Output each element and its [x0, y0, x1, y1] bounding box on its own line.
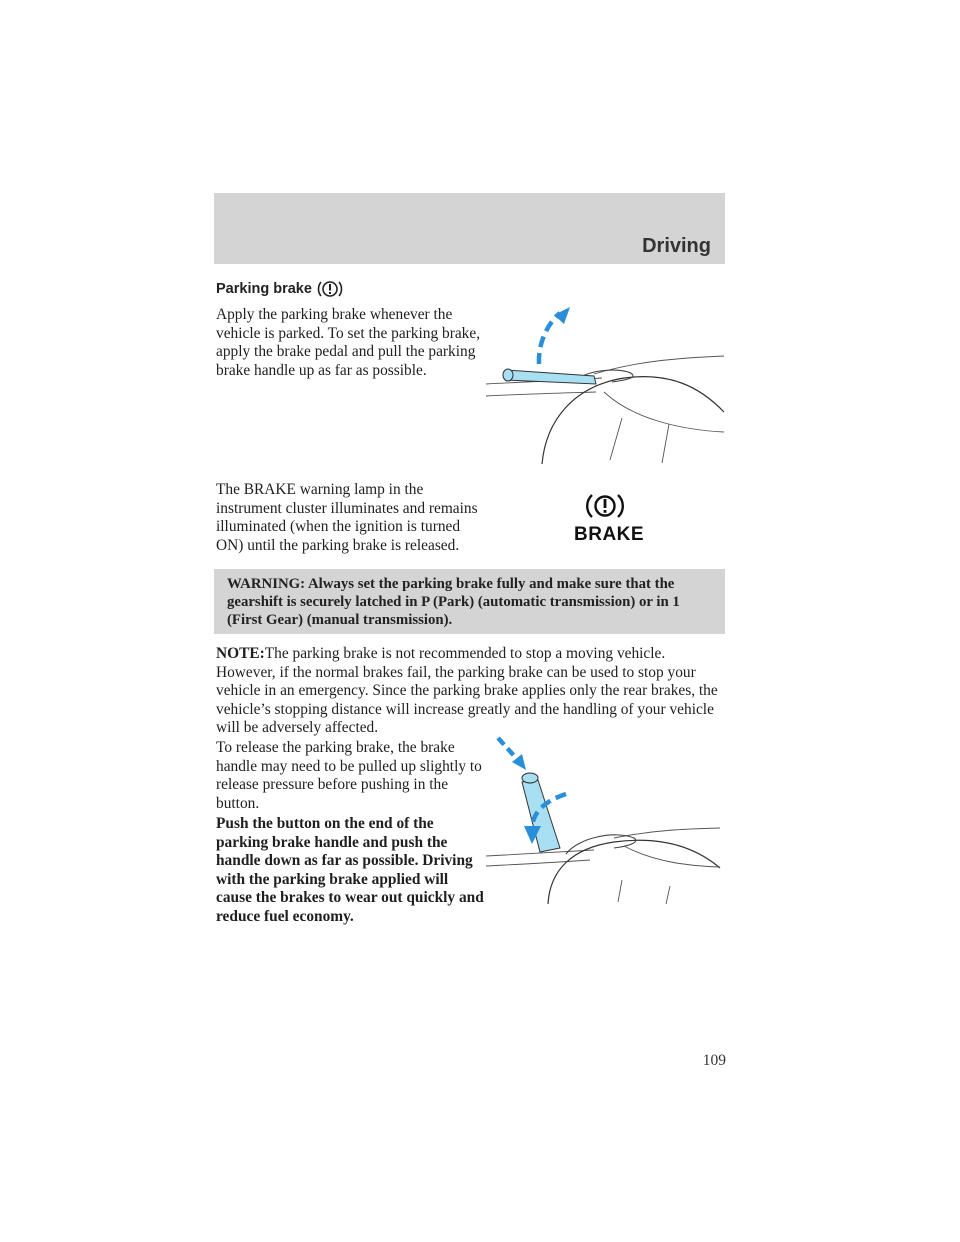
- lamp-paragraph: The BRAKE warning lamp in the instrument cluster illuminates and remains illuminated (when the ignition is turned ON) until the parking brake is released.: [216, 481, 478, 554]
- release-brake-illustration: [484, 730, 730, 908]
- note-paragraph: [216, 645, 728, 738]
- set-brake-illustration: [484, 300, 730, 472]
- brake-lamp-label: BRAKE: [574, 524, 645, 545]
- brake-warning-lamp: [574, 491, 645, 546]
- apply-paragraph: Apply the parking brake whenever the vehicle is parked. To set the parking brake, apply the brake pedal and pull the parking brake handle up as far as possible.: [216, 306, 481, 379]
- release-paragraph: To release the parking brake, the brake handle may need to be pulled up slightly to release pressure before pushing in the button.: [216, 739, 482, 812]
- page-number: 109: [702, 1052, 726, 1069]
- warning-text: WARNING: Always set the parking brake fully and make sure that the gearshift is securely latched in P (Park) (automatic transmission) or in 1 (First Gear) (manual transmission).: [227, 576, 680, 628]
- note-text: The parking brake is not recommended to stop a moving vehicle. However, if the normal brakes fail, the parking brake can be used to stop your vehicle in an emergency. Since the parking brake applies only the rear brakes, the vehicle’s stopping distance will increase greatly and the handling of your vehicle will be adversely affected.: [216, 645, 718, 737]
- brake-warning-icon: [316, 278, 344, 300]
- brake-lamp-icon: [585, 491, 625, 521]
- heading-text: Parking brake: [216, 281, 312, 297]
- note-label: NOTE:: [216, 645, 265, 662]
- section-heading: [216, 278, 344, 300]
- section-title: Driving: [642, 235, 711, 257]
- header-band: [214, 193, 725, 264]
- push-paragraph: Push the button on the end of the parking brake handle and push the handle down as far as possible. Driving with the parking brake applied will cause the brakes to wear out quickly and reduce fuel economy.: [216, 815, 484, 925]
- warning-box: [214, 569, 725, 634]
